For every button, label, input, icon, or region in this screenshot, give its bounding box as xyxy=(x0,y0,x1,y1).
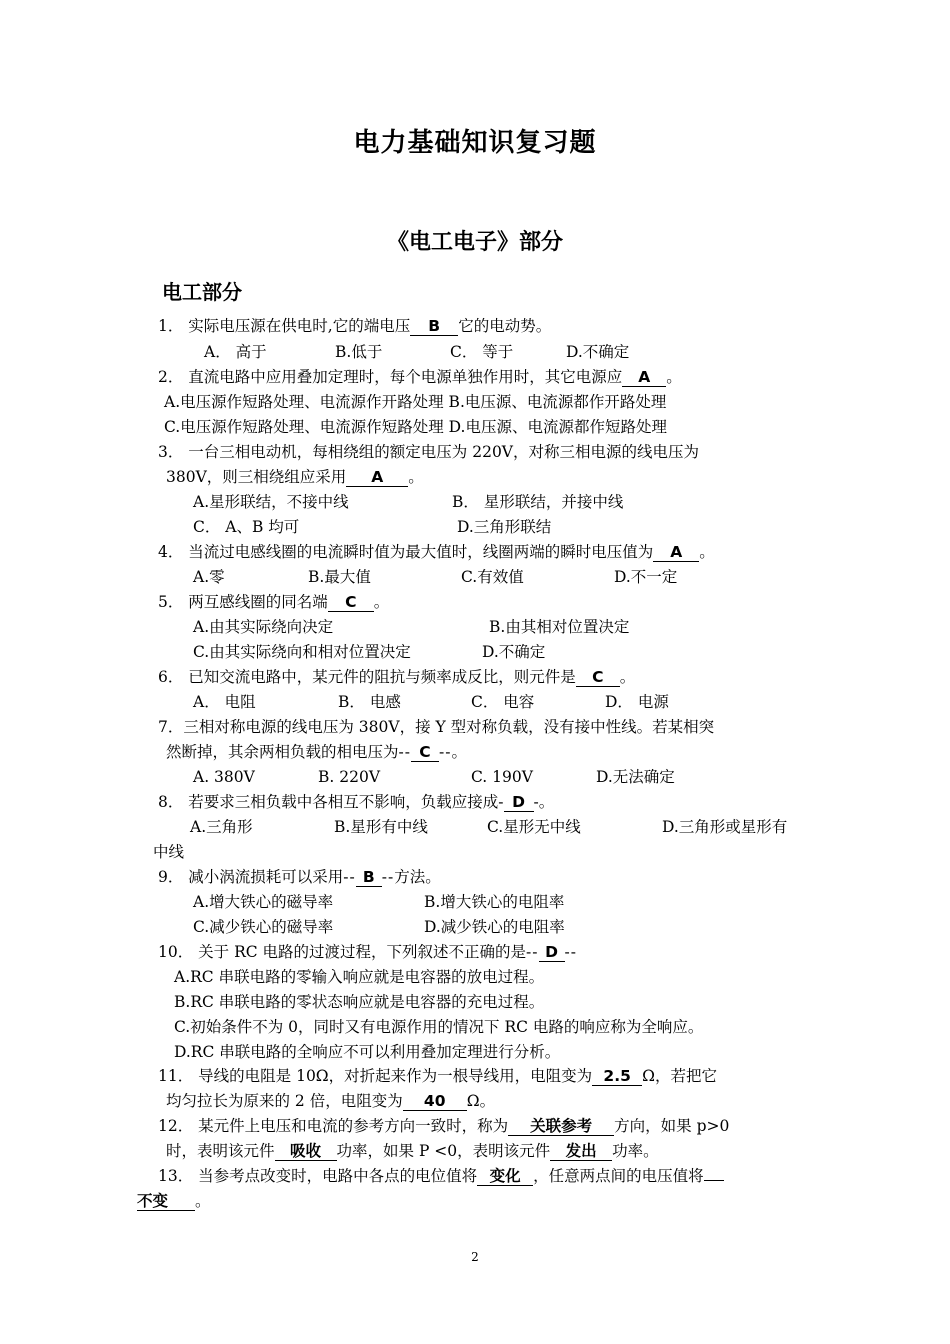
question-text: 。 xyxy=(408,468,424,486)
option: D.三角形联结 xyxy=(457,518,552,536)
question-11 xyxy=(158,1066,717,1086)
option: B． 星形联结，并接中线 xyxy=(452,493,624,511)
option: C.减少铁心的磁导率 xyxy=(193,918,334,936)
answer-blank: A xyxy=(622,369,666,387)
option: A.RC 串联电路的零输入响应就是电容器的放电过程。 xyxy=(174,968,545,986)
question-text: 方向，如果 p>0 xyxy=(614,1117,730,1135)
answer-blank: 关联参考 xyxy=(508,1118,614,1136)
option: A.增大铁心的磁导率 xyxy=(193,893,334,911)
question-text: 。 xyxy=(538,793,555,811)
option: A． 高于 xyxy=(204,343,267,361)
answer-blank-lead xyxy=(704,1180,724,1181)
option: B.最大值 xyxy=(308,568,371,586)
option: D.不一定 xyxy=(614,568,678,586)
option: D． 电源 xyxy=(605,693,669,711)
question-text: 380V，则三相绕组应采用 xyxy=(166,468,347,486)
question-text: 10． 关于 RC 电路的过渡过程，下列叙述不正确的是 xyxy=(158,943,527,961)
option: D.RC 串联电路的全响应不可以利用叠加定理进行分析。 xyxy=(174,1043,561,1061)
question-text: 。 xyxy=(195,1192,211,1210)
option: A.零 xyxy=(193,568,225,586)
question-text: 12． 某元件上电压和电流的参考方向一致时，称为 xyxy=(158,1117,509,1135)
question-text: 功率，如果 P <0，表明该元件 xyxy=(336,1142,551,1160)
answer-blank: 2.5 xyxy=(592,1068,642,1086)
question-9: 9． 减小涡流损耗可以采用-- B --方法。 xyxy=(158,868,441,886)
option: D.三角形或星形有 xyxy=(662,818,788,836)
question-7-cont: 然断掉，其余两相负载的相电压为-- C --。 xyxy=(166,743,467,761)
question-text: 它的电动势。 xyxy=(458,317,552,335)
answer-blank: C xyxy=(411,744,439,762)
option: B． 电感 xyxy=(338,693,401,711)
answer-blank: 40 xyxy=(403,1093,467,1111)
question-5 xyxy=(158,592,389,612)
option: A. 380V xyxy=(193,768,255,786)
question-10: 10． 关于 RC 电路的过渡过程，下列叙述不正确的是-- D -- xyxy=(158,943,578,961)
question-text: 8． 若要求三相负载中各相互不影响，负载应接成 xyxy=(158,793,499,811)
question-text: 。 xyxy=(373,593,390,611)
answer-blank: 吸收 xyxy=(275,1143,337,1161)
answer-blank: D xyxy=(539,944,565,962)
question-12-cont xyxy=(166,1141,659,1161)
option: A.星形联结，不接中线 xyxy=(193,493,349,511)
question-13 xyxy=(158,1166,724,1186)
question-text: 时，表明该元件 xyxy=(166,1142,275,1160)
question-11-cont xyxy=(166,1091,495,1111)
option: C． A、B 均可 xyxy=(193,518,300,536)
answer-blank: 发出 xyxy=(550,1143,612,1161)
question-13-cont xyxy=(137,1191,211,1211)
question-text: 9． 减小涡流损耗可以采用 xyxy=(158,868,344,886)
question-text: 功率。 xyxy=(612,1142,659,1160)
question-text: 。 xyxy=(619,668,636,686)
option: C.由其实际绕向和相对位置决定 xyxy=(193,643,411,661)
document-subtitle: 《电工电子》部分 xyxy=(386,230,563,255)
answer-blank: B xyxy=(356,869,382,887)
option: C.初始条件不为 0，同时又有电源作用的情况下 RC 电路的响应称为全响应。 xyxy=(174,1018,704,1036)
option: B.星形有中线 xyxy=(334,818,428,836)
question-text: 6． 已知交流电路中，某元件的阻抗与频率成反比，则元件是 xyxy=(158,668,576,686)
answer-blank: A xyxy=(346,469,408,487)
option: D.不确定 xyxy=(482,643,546,661)
option: C.有效值 xyxy=(461,568,524,586)
question-6 xyxy=(158,667,635,687)
question-4 xyxy=(158,542,715,562)
question-text: 。 xyxy=(666,368,682,386)
question-text: 。 xyxy=(451,743,467,761)
option: C． 电容 xyxy=(471,693,535,711)
option: D.无法确定 xyxy=(596,768,675,786)
option: A.由其实际绕向决定 xyxy=(193,618,334,636)
question-text: 均匀拉长为原来的 2 倍，电阻变为 xyxy=(166,1092,403,1110)
option: D.减少铁心的电阻率 xyxy=(424,918,565,936)
answer-blank: D xyxy=(504,794,534,812)
question-text: 11． 导线的电阻是 10Ω，对折起来作为一根导线用，电阻变为 xyxy=(158,1067,593,1085)
option-wrap: 中线 xyxy=(153,843,185,861)
question-text: 13． 当参考点改变时，电路中各点的电位值将 xyxy=(158,1167,478,1185)
document-title: 电力基础知识复习题 xyxy=(353,128,597,158)
option: C． 等于 xyxy=(450,343,514,361)
answer-blank: C xyxy=(328,594,374,612)
question-2 xyxy=(158,367,682,387)
question-3-cont xyxy=(166,467,424,487)
question-text: 1． 实际电压源在供电时,它的端电压 xyxy=(158,317,411,335)
option: A． 电阻 xyxy=(193,693,256,711)
option: C. 190V xyxy=(471,768,533,786)
question-text: 2． 直流电路中应用叠加定理时，每个电源单独作用时，其它电源应 xyxy=(158,368,623,386)
question-7: 7．三相对称电源的线电压为 380V，接 Y 型对称负载，没有接中性线。若某相突 xyxy=(158,718,715,736)
question-3: 3． 一台三相电动机，每相绕组的额定电压为 220V，对称三相电源的线电压为 xyxy=(158,443,699,461)
answer-blank: 不变 xyxy=(137,1193,195,1211)
option: B.增大铁心的电阻率 xyxy=(424,893,565,911)
answer-blank: C xyxy=(576,669,620,687)
question-text: 4． 当流过电感线圈的电流瞬时值为最大值时，线圈两端的瞬时电压值为 xyxy=(158,543,654,561)
answer-blank: 变化 xyxy=(477,1168,533,1186)
option: B.低于 xyxy=(335,343,383,361)
option: C.电压源作短路处理、电流源作短路处理 D.电压源、电流源都作短路处理 xyxy=(164,418,667,436)
question-text: 5． 两互感线圈的同名端 xyxy=(158,593,328,611)
question-text: Ω。 xyxy=(466,1092,496,1110)
question-text: Ω，若把它 xyxy=(642,1067,718,1085)
question-1 xyxy=(158,316,551,336)
option: C.星形无中线 xyxy=(487,818,581,836)
answer-blank: A xyxy=(653,544,699,562)
option: A.电压源作短路处理、电流源作开路处理 B.电压源、电流源都作开路处理 xyxy=(164,393,667,411)
answer-blank: B xyxy=(410,318,458,336)
option: D.不确定 xyxy=(566,343,630,361)
section-heading: 电工部分 xyxy=(162,280,242,304)
question-8: 8． 若要求三相负载中各相互不影响，负载应接成- D -。 xyxy=(158,793,555,811)
question-text: 然断掉，其余两相负载的相电压为 xyxy=(166,743,399,761)
option: B.RC 串联电路的零状态响应就是电容器的充电过程。 xyxy=(174,993,545,1011)
question-text: 方法。 xyxy=(394,868,441,886)
question-12 xyxy=(158,1116,729,1136)
option: B. 220V xyxy=(318,768,381,786)
option: B.由其相对位置决定 xyxy=(489,618,630,636)
page-number: 2 xyxy=(471,1250,479,1264)
question-text: ，任意两点间的电压值将 xyxy=(533,1167,704,1185)
question-text: 。 xyxy=(699,543,715,561)
option: A.三角形 xyxy=(190,818,253,836)
